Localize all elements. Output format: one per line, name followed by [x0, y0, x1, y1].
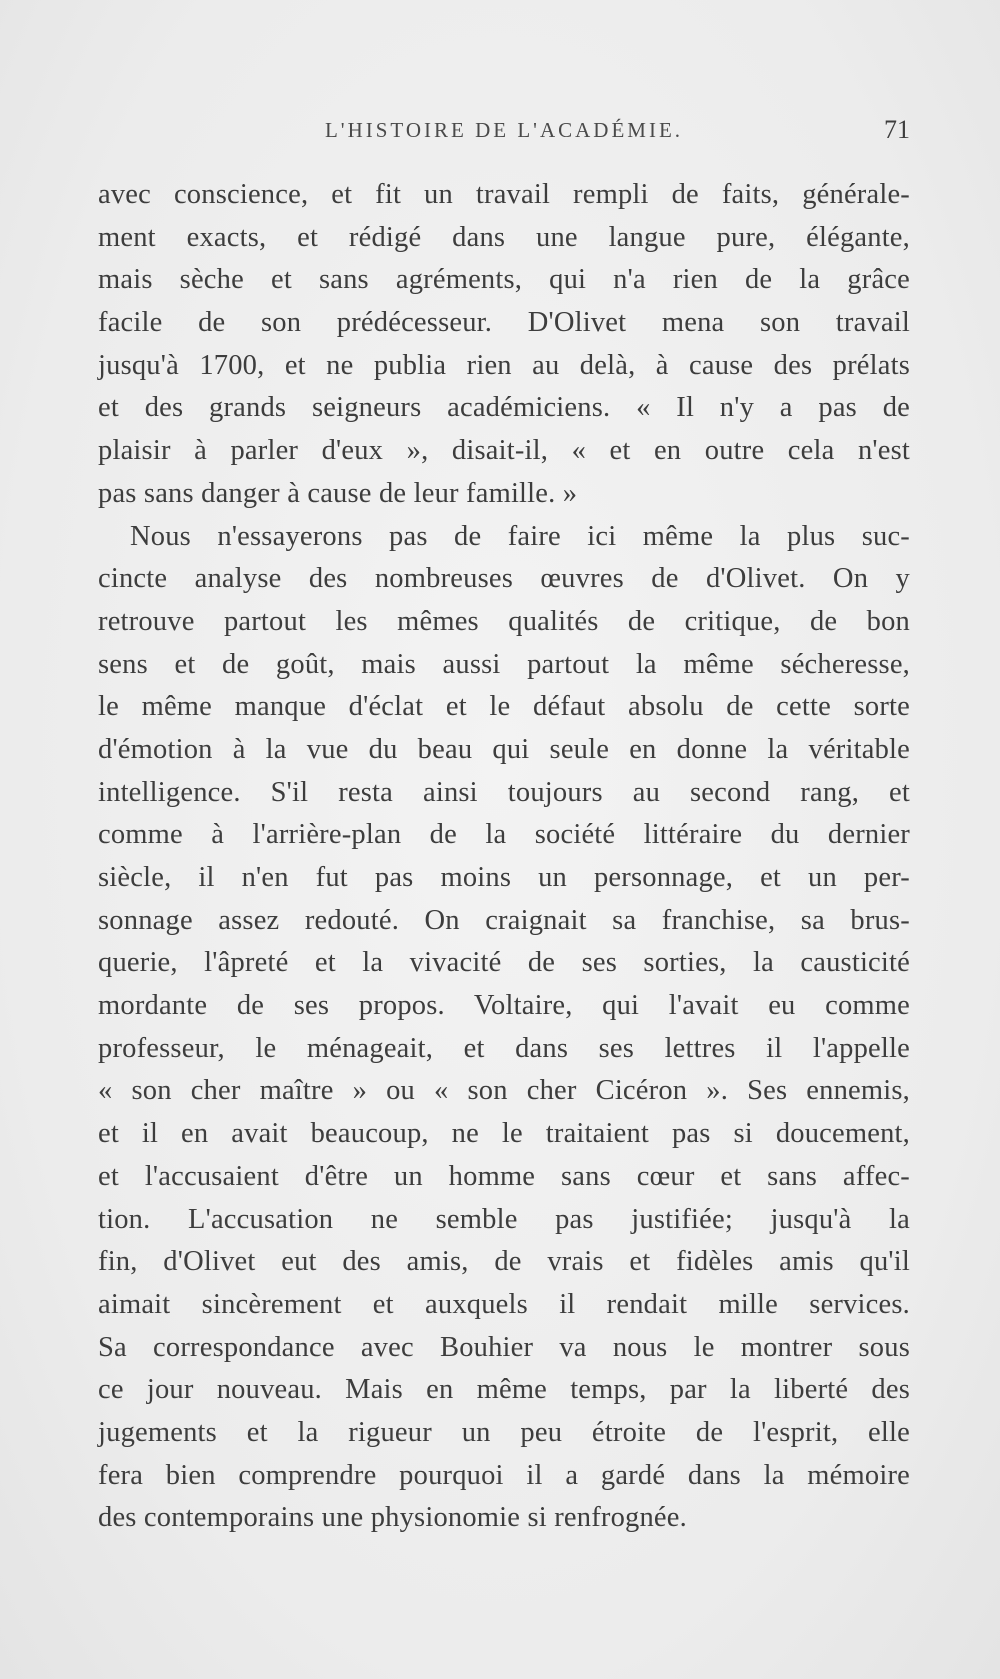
text-line: Sa correspondance avec Bouhier va nous le montrer sous	[98, 1331, 910, 1363]
running-head	[98, 112, 910, 148]
text-line: aimait sincèrement et auxquels il rendait mille services.	[98, 1288, 910, 1320]
text-line: sens et de goût, mais aussi partout la même sécheresse,	[98, 648, 910, 680]
text-line: et des grands seigneurs académiciens. « Il n'y a pas de	[98, 392, 910, 424]
text-line: pas sans danger à cause de leur famille. »	[98, 477, 578, 509]
text-line: et il en avait beaucoup, ne le traitaient pas si doucement,	[98, 1118, 910, 1150]
text-line: intelligence. S'il resta ainsi toujours au second rang, et	[98, 776, 910, 808]
text-line: ce jour nouveau. Mais en même temps, par la liberté des	[98, 1374, 910, 1406]
text-line: cincte analyse des nombreuses œuvres de d'Olivet. On y	[98, 563, 910, 595]
text-line: et l'accusaient d'être un homme sans cœur et sans affec-	[98, 1160, 910, 1192]
text-line: sonnage assez redouté. On craignait sa franchise, sa brus-	[98, 904, 910, 936]
page-number: 71	[884, 115, 910, 144]
text-line: le même manque d'éclat et le défaut absolu de cette sorte	[98, 691, 910, 723]
text-line: des contemporains une physionomie si renfrognée.	[98, 1502, 687, 1534]
text-line: Nous n'essayerons pas de faire ici même la plus suc-	[130, 520, 910, 552]
text-line: retrouve partout les mêmes qualités de critique, de bon	[98, 605, 910, 637]
text-line: avec conscience, et fit un travail rempli de faits, générale-	[98, 179, 910, 210]
text-line: jugements et la rigueur un peu étroite de l'esprit, elle	[98, 1416, 910, 1448]
text-line: fin, d'Olivet eut des amis, de vrais et fidèles amis qu'il	[98, 1246, 910, 1278]
text-line: jusqu'à 1700, et ne publia rien au delà, à cause des prélats	[98, 349, 910, 381]
text-line: mordante de ses propos. Voltaire, qui l'avait eu comme	[98, 990, 910, 1022]
text-line: comme à l'arrière-plan de la société littéraire du dernier	[98, 819, 910, 851]
text-line: d'émotion à la vue du beau qui seule en donne la véritable	[98, 733, 910, 765]
text-line: plaisir à parler d'eux », disait-il, « et en outre cela n'est	[98, 435, 910, 467]
text-line: « son cher maître » ou « son cher Cicéron ». Ses ennemis,	[98, 1075, 910, 1107]
text-line: ment exacts, et rédigé dans une langue pure, élégante,	[98, 221, 910, 253]
running-title: L'HISTOIRE DE L'ACADÉMIE.	[324, 118, 684, 142]
text-line: fera bien comprendre pourquoi il a gardé dans la mémoire	[98, 1459, 910, 1491]
text-line: querie, l'âpreté et la vivacité de ses sorties, la causticité	[98, 947, 910, 979]
text-line: professeur, le ménageait, et dans ses lettres il l'appelle	[98, 1032, 910, 1064]
text-line: mais sèche et sans agréments, qui n'a rien de la grâce	[98, 264, 910, 296]
body-text	[98, 174, 910, 1540]
text-line: facile de son prédécesseur. D'Olivet mena son travail	[98, 307, 910, 339]
text-line: tion. L'accusation ne semble pas justifiée; jusqu'à la	[98, 1203, 910, 1235]
text-line: siècle, il n'en fut pas moins un personnage, et un per-	[98, 862, 910, 893]
